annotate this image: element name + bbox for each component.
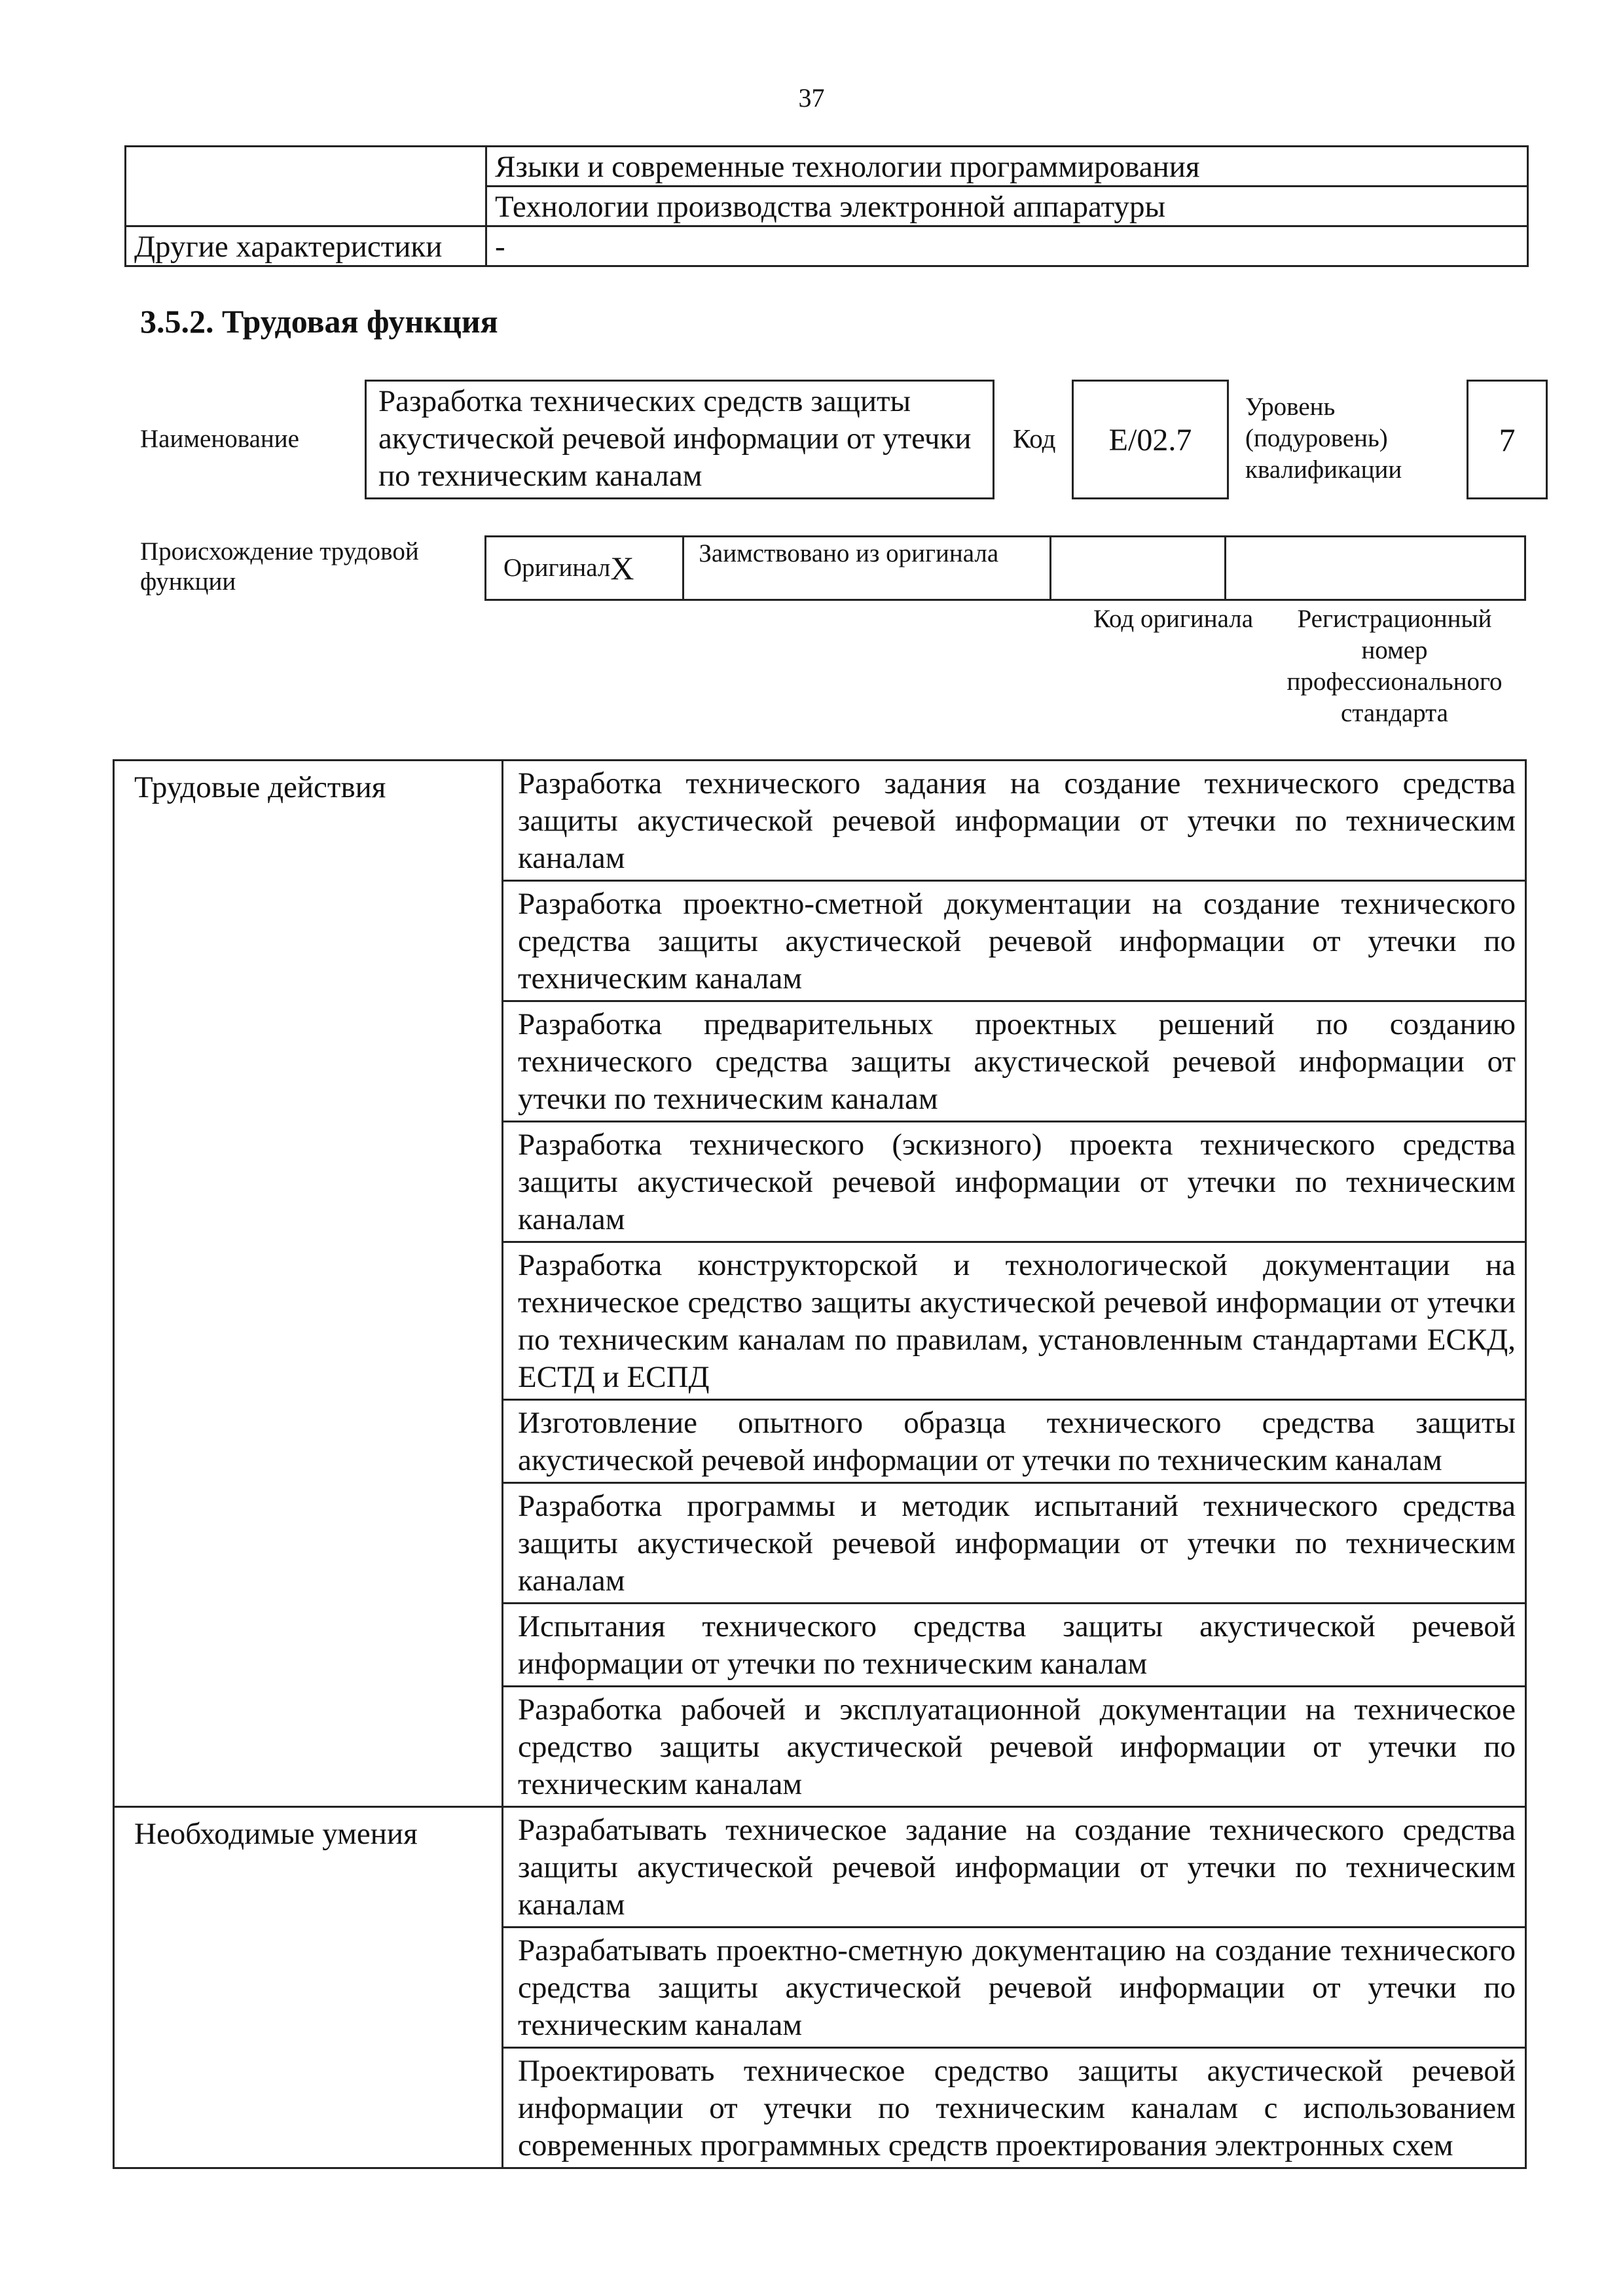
labor-action-item: Испытания технического средства защиты акустической речевой информации от утечки по техническим каналам xyxy=(503,1604,1526,1687)
labor-action-item: Разработка предварительных проектных решений по созданию технического средства защиты акустической речевой информации от утечки по техническим каналам xyxy=(503,1001,1526,1122)
level-label: Уровень (подуровень) квалификации xyxy=(1245,393,1402,484)
function-name-box xyxy=(365,380,994,499)
required-skills-header: Необходимые умения xyxy=(114,1807,503,2168)
original-code-cell xyxy=(1051,537,1226,600)
borrowed-label: Заимствовано из оригинала xyxy=(684,537,1051,600)
table-cell: Технологии производства электронной аппаратуры xyxy=(486,187,1528,226)
other-characteristics-value: - xyxy=(486,226,1528,266)
labor-actions-header: Трудовые действия xyxy=(114,761,503,1807)
registration-number-cell xyxy=(1226,537,1525,600)
table-row xyxy=(126,226,1528,266)
other-characteristics-label: Другие характеристики xyxy=(126,226,486,266)
code-value-box xyxy=(1072,380,1229,499)
original-label: Оригинал xyxy=(486,537,611,600)
table-row xyxy=(114,761,1526,881)
labor-action-item: Разработка конструкторской и технологической документации на техническое средство защиты акустической речевой информации от утечки по техническим каналам по правилам, установленным стандартами ЕСКД, ЕСТД и ЕСПД xyxy=(503,1242,1526,1400)
origin-table xyxy=(484,535,1526,601)
function-name-value: Разработка технических средств защиты акустической речевой информации от утечки по техническим каналам xyxy=(378,384,972,493)
skill-item: Разрабатывать техническое задание на создание технического средства защиты акустической речевой информации от утечки по техническим каналам xyxy=(503,1807,1526,1928)
table-row xyxy=(486,537,1525,600)
empty-cell xyxy=(126,147,486,226)
skill-item: Проектировать техническое средство защиты акустической речевой информации от утечки по техническим каналам с использованием современных программных средств проектирования электронных схем xyxy=(503,2048,1526,2168)
labor-action-item: Разработка рабочей и эксплуатационной документации на техническое средство защиты акустической речевой информации от утечки по техническим каналам xyxy=(503,1687,1526,1807)
name-label: Наименование xyxy=(140,425,299,453)
level-value-box xyxy=(1467,380,1548,499)
code-value: E/02.7 xyxy=(1108,423,1192,457)
labor-action-item: Разработка технического задания на создание технического средства защиты акустической речевой информации от утечки по техническим каналам xyxy=(503,761,1526,881)
original-mark: X xyxy=(610,537,684,600)
labor-function-table xyxy=(113,759,1527,2169)
code-label: Код xyxy=(1013,423,1056,454)
skill-item: Разрабатывать проектно-сметную документацию на создание технического средства защиты акустической речевой информации от утечки по техническим каналам xyxy=(503,1928,1526,2048)
page-number: 37 xyxy=(798,83,825,113)
level-value: 7 xyxy=(1499,422,1516,458)
labor-action-item: Изготовление опытного образца технического средства защиты акустической речевой информации от утечки по техническим каналам xyxy=(503,1400,1526,1483)
labor-action-item: Разработка проектно-сметной документации на создание технического средства защиты акустической речевой информации от утечки по техническим каналам xyxy=(503,881,1526,1001)
labor-action-item: Разработка технического (эскизного) проекта технического средства защиты акустической речевой информации от утечки по техническим каналам xyxy=(503,1122,1526,1242)
original-code-caption: Код оригинала xyxy=(1093,605,1254,633)
table-row xyxy=(114,1807,1526,1928)
section-title: 3.5.2. Трудовая функция xyxy=(140,303,498,340)
registration-number-caption: Регистрационный номер профессионального стандарта xyxy=(1286,605,1503,727)
origin-label: Происхождение трудовой функции xyxy=(140,537,419,596)
top-characteristics-table xyxy=(124,145,1529,267)
table-row xyxy=(126,147,1528,187)
table-cell: Языки и современные технологии программирования xyxy=(486,147,1528,187)
labor-action-item: Разработка программы и методик испытаний технического средства защиты акустической речевой информации от утечки по техническим каналам xyxy=(503,1483,1526,1604)
